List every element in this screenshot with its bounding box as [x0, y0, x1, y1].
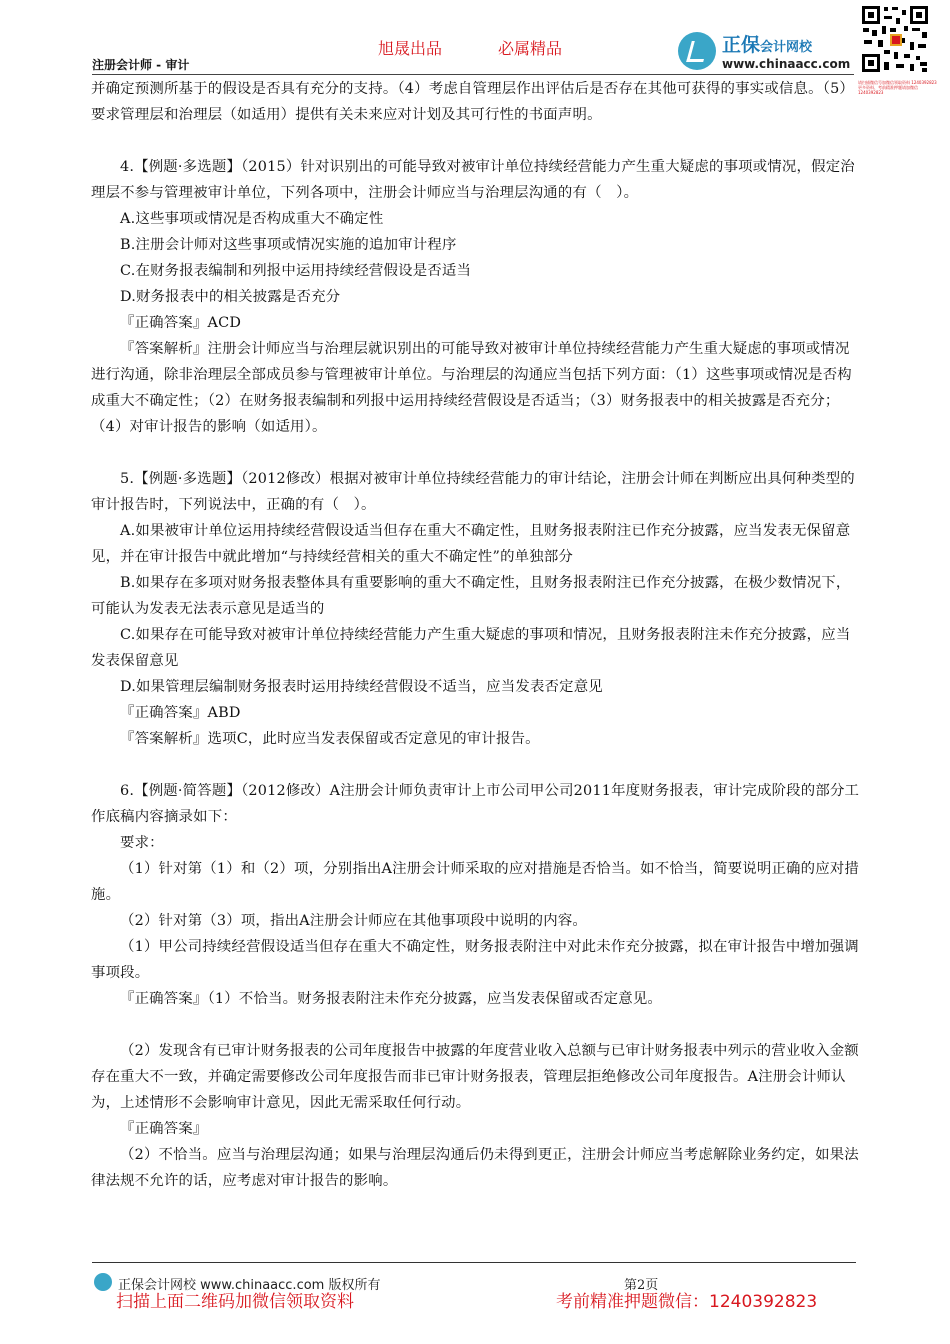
paragraph: 『答案解析』注册会计师应当与治理层就识别出的可能导致对被审计单位持续经营能力产生重大疑虑的事项或情况进行沟通，除非治理层全部成员参与管理被审计单位。与治理层的沟通应当包括下列方面：（1）这些事项或情况是否构成重大不确定性；（2）在财务报表编制和列报中运用持续经营假设是否适当；（3）财务报表中的相关披露是否充分；（4）对审计报告的影响（如适用）。	[91, 341, 852, 435]
paragraph: （2）发现含有已审计财务报表的公司年度报告中披露的年度营业收入总额与已审计财务报表中列示的营业收入金额存在重大不一致，并确定需要修改公司年度报告而非已审计财务报表，管理层拒绝修改公司年度报告。A注册会计师认为，上述情形不会影响审计意见，因此无需采取任何行动。	[91, 1043, 859, 1111]
option-line: 『答案解析』选项C，此时应当发表保留或否定意见的审计报告。	[120, 731, 540, 747]
paragraph: B.如果存在多项对财务报表整体具有重要影响的重大不确定性，且财务报表附注已作充分披露，在极少数情况下，可能认为发表无法表示意见是适当的	[91, 575, 851, 617]
option-line: （2）针对第（3）项，指出A注册会计师应在其他事项段中说明的内容。	[120, 913, 588, 929]
option-line: 要求：	[120, 835, 164, 851]
paragraph: （2）不恰当。应当与治理层沟通；如果与治理层沟通后仍未得到更正，注册会计师应当考虑解除业务约定，如果法律法规不允许的话，应考虑对审计报告的影响。	[91, 1147, 859, 1189]
option-line: A.这些事项或情况是否构成重大不确定性	[120, 211, 384, 227]
option-line: D.财务报表中的相关披露是否充分	[120, 289, 341, 305]
qr-code-graphic	[860, 4, 930, 74]
header-promo-left: 旭晟出品	[378, 39, 443, 58]
option-line: C.在财务报表编制和列报中运用持续经营假设是否适当	[120, 263, 472, 279]
paragraph: （1）针对第（1）和（2）项，分别指出A注册会计师采取的应对措施是否恰当。如不恰当，简要说明正确的应对措施。	[91, 861, 860, 903]
option-line: 『正确答案』ABD	[120, 705, 241, 721]
paragraph-gap	[91, 1012, 861, 1038]
paragraph: 6.【例题·简答题】（2012修改）A注册会计师负责审计上市公司甲公司2011年度财务报表，审计完成阶段的部分工作底稿内容摘录如下：	[91, 783, 860, 825]
option-line: D.如果管理层编制财务报表时运用持续经营假设不适当，应当发表否定意见	[120, 679, 603, 695]
document-body	[91, 76, 861, 1194]
paragraph: C.如果存在可能导致对被审计单位持续经营能力产生重大疑虑的事项和情况，且财务报表附注未作充分披露，应当发表保留意见	[91, 627, 851, 669]
footer-promo-right: 考前精准押题微信：1240392823	[556, 1292, 818, 1312]
logo-brand-sub: 会计网校	[760, 40, 813, 55]
footer-copyright: 正保会计网校 www.chinaacc.com 版权所有	[118, 1278, 381, 1293]
footer-divider	[92, 1262, 856, 1263]
paragraph-gap	[91, 752, 861, 778]
paragraph-gap	[91, 128, 861, 154]
paragraph: 并确定预测所基于的假设是否具有充分的支持。（4）考虑自管理层作出评估后是否存在其他可获得的事实或信息。（5）要求管理层和治理层（如适用）提供有关未来应对计划及其可行性的书面声明。	[91, 81, 855, 123]
logo-brand	[722, 30, 812, 57]
logo-url: www.chinaacc.com	[722, 57, 851, 71]
logo-brand-main: 正保	[722, 34, 761, 56]
logo-icon	[678, 32, 716, 70]
option-line: 『正确答案』（1）不恰当。财务报表附注未作充分披露，应当发表保留或否定意见。	[120, 991, 663, 1007]
header-promo-right: 必属精品	[498, 39, 563, 58]
option-line: 『正确答案』ACD	[120, 315, 242, 331]
qr-caption: 请扫描微信号加微信领取资料 1240392823 更多资料、考前精准押题请加微信 1240392823	[858, 80, 937, 95]
footer-promo-left: 扫描上面二维码加微信领取资料	[116, 1292, 354, 1312]
paragraph: （1）甲公司持续经营假设适当但存在重大不确定性，财务报表附注中对此未作充分披露，拟在审计报告中增加强调事项段。	[91, 939, 859, 981]
paragraph: 5.【例题·多选题】（2012修改）根据对被审计单位持续经营能力的审计结论，注册会计师在判断应出具何种类型的审计报告时，下列说法中，正确的有（ ）。	[91, 471, 855, 513]
option-line: B.注册会计师对这些事项或情况实施的追加审计程序	[120, 237, 457, 253]
qr-code-icon[interactable]	[860, 4, 930, 74]
paragraph: A.如果被审计单位运用持续经营假设适当但存在重大不确定性，且财务报表附注已作充分披露，应当发表无保留意见，并在审计报告中就此增加“与持续经营相关的重大不确定性”的单独部分	[91, 523, 851, 565]
page-number: 第2页	[624, 1278, 659, 1293]
paragraph: 4.【例题·多选题】（2015）针对识别出的可能导致对被审计单位持续经营能力产生重大疑虑的事项或情况，假定治理层不参与管理被审计单位，下列各项中，注册会计师应当与治理层沟通的有（ ）。	[91, 159, 855, 201]
option-line: 『正确答案』	[120, 1121, 208, 1137]
brand-logo[interactable]	[678, 26, 860, 76]
subject-title: 注册会计师 - 审计	[92, 58, 190, 72]
footer-logo-icon	[94, 1273, 112, 1291]
paragraph-gap	[91, 440, 861, 466]
